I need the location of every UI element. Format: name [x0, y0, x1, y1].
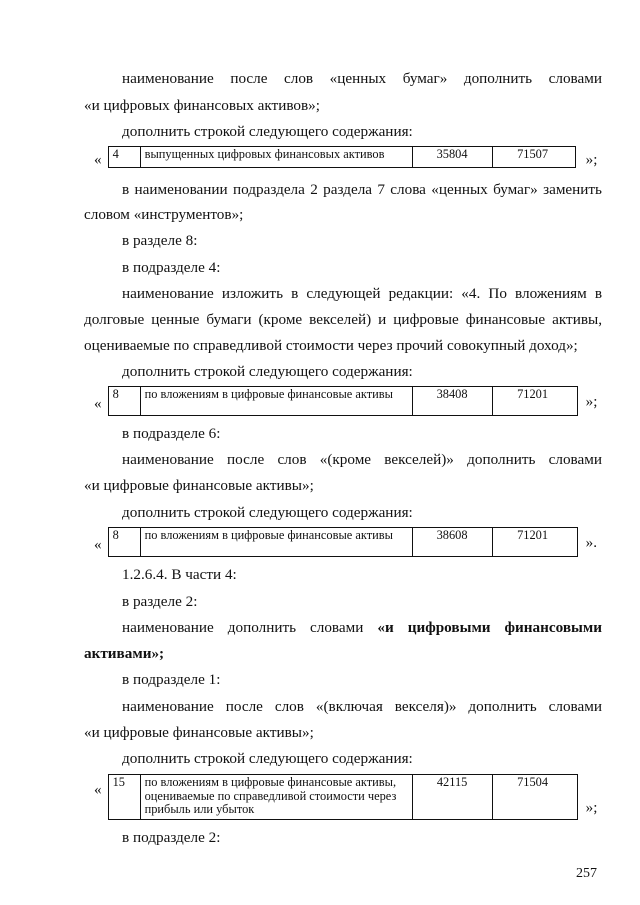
paragraph-line: дополнить строкой следующего содержания: [122, 363, 413, 380]
paragraph-line: в разделе 2: [122, 593, 198, 610]
closing-quote: »; [585, 799, 598, 816]
paragraph-line: дополнить строкой следующего содержания: [122, 750, 413, 767]
paragraph-line: «и цифровые финансовые активы»; [84, 477, 314, 494]
row-number-cell: 8 [109, 528, 141, 556]
paragraph-line: наименование после слов «(кроме векселей)» дополнить словами [122, 451, 602, 468]
opening-quote: « [94, 536, 102, 553]
inserted-table-row [94, 527, 597, 557]
page-number: 257 [576, 866, 597, 881]
paragraph-line: в наименовании подраздела 2 раздела 7 слова «ценных бумаг» заменить [122, 181, 602, 198]
paragraph-line: дополнить строкой следующего содержания: [122, 504, 413, 521]
opening-quote: « [94, 395, 102, 412]
row-name-cell: по вложениям в цифровые финансовые активы, оцениваемые по справедливой стоимости через прибыль или убыток [141, 775, 413, 819]
row-number-cell: 4 [109, 147, 141, 167]
opening-quote: « [94, 151, 102, 168]
account-code-cell: 35804 [413, 147, 493, 167]
table-row [108, 774, 578, 820]
paragraph-line: 1.2.6.4. В части 4: [122, 566, 237, 583]
paragraph-line: в подразделе 1: [122, 671, 221, 688]
paragraph-line: «и цифровых финансовых активов»; [84, 97, 320, 114]
closing-quote: ». [585, 534, 597, 551]
table-row [108, 386, 578, 416]
paragraph-text: наименование дополнить словами [122, 619, 378, 636]
account-code-cell: 42115 [413, 775, 493, 819]
paragraph-line: в подразделе 4: [122, 259, 221, 276]
account-code-cell: 38408 [413, 387, 493, 415]
inserted-table-row [94, 774, 597, 820]
paragraph-line: наименование после слов «ценных бумаг» дополнить словами [122, 70, 602, 87]
paragraph-line: наименование после слов «(включая векселя)» дополнить словами [122, 698, 602, 715]
paragraph-line: долговые ценные бумаги (кроме векселей) и цифровые финансовые активы, [84, 311, 602, 328]
table-row [108, 527, 578, 557]
paragraph-bold-text: «и цифровыми финансовыми [377, 619, 602, 636]
row-number-cell: 15 [109, 775, 141, 819]
paragraph-line [122, 618, 602, 638]
paragraph-line: в разделе 8: [122, 232, 198, 249]
paragraph-line: в подразделе 6: [122, 425, 221, 442]
inserted-table-row [94, 386, 597, 416]
paragraph-line: словом «инструментов»; [84, 206, 244, 223]
paragraph-line: оцениваемые по справедливой стоимости через прочий совокупный доход»; [84, 337, 578, 354]
row-name-cell: выпущенных цифровых финансовых активов [141, 147, 413, 167]
symbol-code-cell: 71504 [517, 775, 549, 789]
paragraph-line: наименование изложить в следующей редакции: «4. По вложениям в [122, 285, 602, 302]
inserted-table-row [94, 146, 597, 170]
paragraph-line: дополнить строкой следующего содержания: [122, 123, 413, 140]
account-code-cell: 38608 [413, 528, 493, 556]
opening-quote: « [94, 781, 102, 798]
symbol-code-cell: 71201 [517, 528, 549, 542]
row-number-cell: 8 [109, 387, 141, 415]
closing-quote: »; [585, 393, 598, 410]
symbol-code-cell: 71201 [517, 387, 549, 401]
closing-quote: »; [585, 151, 598, 168]
paragraph-line: активами»; [84, 645, 165, 662]
row-name-cell: по вложениям в цифровые финансовые активы [141, 387, 413, 415]
paragraph-line: в подразделе 2: [122, 829, 221, 846]
paragraph-line: «и цифровые финансовые активы»; [84, 724, 314, 741]
row-name-cell: по вложениям в цифровые финансовые активы [141, 528, 413, 556]
symbol-code-cell: 71507 [517, 147, 549, 161]
table-row [108, 146, 576, 168]
